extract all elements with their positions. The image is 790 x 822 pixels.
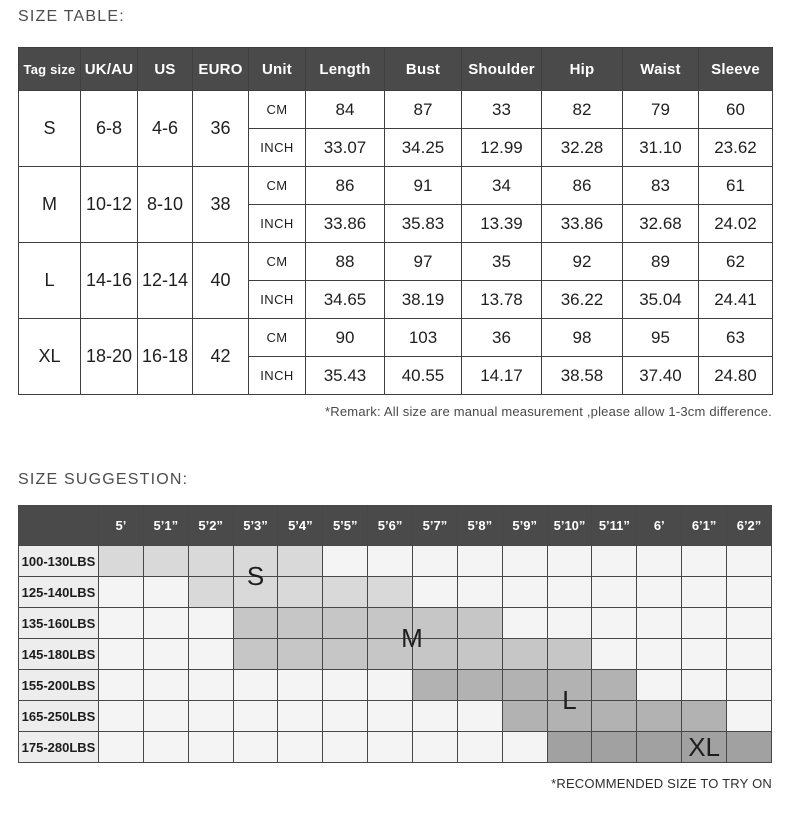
height-header-cell: 5’1” xyxy=(143,506,188,546)
suggestion-cell xyxy=(547,577,592,608)
suggestion-cell xyxy=(323,546,368,577)
suggestion-cell xyxy=(233,577,278,608)
suggestion-cell xyxy=(592,670,637,701)
weight-row-165-250lbs xyxy=(19,701,772,732)
weight-label-cell: 125-140LBS xyxy=(19,577,99,608)
suggestion-cell xyxy=(188,701,233,732)
measurement-cell: 34 xyxy=(462,167,542,205)
measurement-cell: 31.10 xyxy=(623,129,699,167)
suggestion-cell xyxy=(727,732,772,763)
zone-label-l: L xyxy=(562,685,577,715)
euro-cell-s: 36 xyxy=(193,91,249,167)
measurement-cell: 62 xyxy=(699,243,773,281)
suggestion-cell xyxy=(143,701,188,732)
size-table-header-unit: Unit xyxy=(249,48,306,91)
us-cell-xl: 16-18 xyxy=(138,319,193,395)
height-header-cell: 6’ xyxy=(637,506,682,546)
suggestion-cell xyxy=(682,546,727,577)
size-suggestion-head xyxy=(19,506,772,546)
suggestion-cell xyxy=(99,670,144,701)
weight-label-cell: 100-130LBS xyxy=(19,546,99,577)
measurement-cell: 60 xyxy=(699,91,773,129)
size-table-header-waist: Waist xyxy=(623,48,699,91)
suggestion-cell xyxy=(99,608,144,639)
measurement-cell: 91 xyxy=(385,167,462,205)
height-header-cell: 6’1” xyxy=(682,506,727,546)
suggestion-cell xyxy=(188,546,233,577)
suggestion-cell xyxy=(368,732,413,763)
measurement-cell: 34.25 xyxy=(385,129,462,167)
height-header-cell: 5’3” xyxy=(233,506,278,546)
measurement-cell: 84 xyxy=(306,91,385,129)
measurement-cell: 103 xyxy=(385,319,462,357)
suggestion-cell xyxy=(637,577,682,608)
suggestion-cell xyxy=(547,701,592,732)
suggestion-cell xyxy=(323,639,368,670)
remark-note: *Remark: All size are manual measurement ,please allow 1-3cm difference. xyxy=(325,404,772,419)
measurement-cell: 35.83 xyxy=(385,205,462,243)
suggestion-cell xyxy=(592,732,637,763)
tag-size-cell-m: M xyxy=(19,167,81,243)
suggestion-cell xyxy=(233,546,278,591)
suggestion-cell xyxy=(727,701,772,732)
height-header-cell: 5’10” xyxy=(547,506,592,546)
measurement-cell: 79 xyxy=(623,91,699,129)
corner-cell xyxy=(19,506,99,546)
suggestion-cell xyxy=(502,670,547,701)
zone-label-xl: XL xyxy=(688,732,720,762)
suggestion-cell xyxy=(413,701,458,732)
size-table-header-tag-size: Tag size xyxy=(19,48,81,91)
size-row-xl-cm xyxy=(19,319,773,357)
height-header-cell: 5’8” xyxy=(457,506,502,546)
weight-label-cell: 175-280LBS xyxy=(19,732,99,763)
measurement-cell: 35 xyxy=(462,243,542,281)
suggestion-cell xyxy=(637,608,682,639)
suggestion-cell xyxy=(143,577,188,608)
suggestion-cell xyxy=(413,577,458,608)
ukau-cell-l: 14-16 xyxy=(81,243,138,319)
suggestion-cell xyxy=(323,732,368,763)
tag-size-cell-s: S xyxy=(19,91,81,167)
suggestion-cell xyxy=(278,608,323,639)
suggestion-cell xyxy=(457,639,502,670)
size-table-title: SIZE TABLE: xyxy=(18,8,125,25)
measurement-cell: 61 xyxy=(699,167,773,205)
suggestion-cell xyxy=(457,577,502,608)
suggestion-cell xyxy=(457,701,502,732)
suggestion-cell xyxy=(502,732,547,763)
suggestion-cell xyxy=(592,639,637,670)
size-table-header-length: Length xyxy=(306,48,385,91)
size-table xyxy=(18,47,773,395)
suggestion-cell xyxy=(547,670,592,715)
measurement-cell: 36.22 xyxy=(542,281,623,319)
suggestion-cell xyxy=(278,577,323,608)
measurement-cell: 13.78 xyxy=(462,281,542,319)
suggestion-cell xyxy=(99,577,144,608)
suggestion-cell xyxy=(188,670,233,701)
height-header-cell: 6’2” xyxy=(727,506,772,546)
measurement-cell: 12.99 xyxy=(462,129,542,167)
suggestion-cell xyxy=(323,608,368,639)
unit-cell-inch: INCH xyxy=(249,357,306,395)
suggestion-cell xyxy=(368,670,413,701)
measurement-cell: 38.19 xyxy=(385,281,462,319)
weight-row-145-180lbs xyxy=(19,639,772,670)
size-table-header-bust: Bust xyxy=(385,48,462,91)
measurement-cell: 33.86 xyxy=(542,205,623,243)
suggestion-cell xyxy=(413,608,458,639)
suggestion-cell xyxy=(502,577,547,608)
suggestion-cell xyxy=(457,546,502,577)
measurement-cell: 82 xyxy=(542,91,623,129)
suggestion-cell xyxy=(682,732,727,763)
size-table-header-shoulder: Shoulder xyxy=(462,48,542,91)
measurement-cell: 32.28 xyxy=(542,129,623,167)
unit-cell-cm: CM xyxy=(249,91,306,129)
suggestion-cell xyxy=(727,670,772,701)
measurement-cell: 92 xyxy=(542,243,623,281)
suggestion-cell xyxy=(368,701,413,732)
suggestion-cell xyxy=(502,639,547,670)
suggestion-cell xyxy=(682,670,727,701)
size-row-l-cm xyxy=(19,243,773,281)
measurement-cell: 33.07 xyxy=(306,129,385,167)
measurement-cell: 86 xyxy=(306,167,385,205)
suggestion-cell xyxy=(413,546,458,577)
size-suggestion-body xyxy=(19,546,772,763)
suggestion-cell xyxy=(188,577,233,608)
suggestion-cell xyxy=(502,701,547,732)
measurement-cell: 32.68 xyxy=(623,205,699,243)
unit-cell-cm: CM xyxy=(249,167,306,205)
zone-label-s: S xyxy=(246,561,265,591)
suggestion-cell xyxy=(99,639,144,670)
suggestion-cell xyxy=(413,639,458,670)
unit-cell-inch: INCH xyxy=(249,205,306,243)
suggestion-cell xyxy=(233,701,278,732)
suggestion-cell xyxy=(592,701,637,732)
size-table-header-uk-au: UK/AU xyxy=(81,48,138,91)
ukau-cell-m: 10-12 xyxy=(81,167,138,243)
euro-cell-m: 38 xyxy=(193,167,249,243)
suggestion-cell xyxy=(99,701,144,732)
suggestion-cell xyxy=(457,732,502,763)
height-header-cell: 5’6” xyxy=(368,506,413,546)
height-header-cell: 5’5” xyxy=(323,506,368,546)
zone-label-m: M xyxy=(401,623,423,653)
weight-label-cell: 145-180LBS xyxy=(19,639,99,670)
suggestion-cell xyxy=(592,577,637,608)
ukau-cell-s: 6-8 xyxy=(81,91,138,167)
weight-label-cell: 155-200LBS xyxy=(19,670,99,701)
height-header-cell: 5’11” xyxy=(592,506,637,546)
ukau-cell-xl: 18-20 xyxy=(81,319,138,395)
suggestion-cell xyxy=(682,608,727,639)
height-header-cell: 5’ xyxy=(99,506,144,546)
us-cell-s: 4-6 xyxy=(138,91,193,167)
measurement-cell: 24.80 xyxy=(699,357,773,395)
suggestion-cell xyxy=(413,732,458,763)
unit-cell-cm: CM xyxy=(249,319,306,357)
suggestion-cell xyxy=(99,732,144,763)
suggestion-cell xyxy=(637,639,682,670)
weight-label-cell: 135-160LBS xyxy=(19,608,99,639)
suggestion-cell xyxy=(143,546,188,577)
unit-cell-cm: CM xyxy=(249,243,306,281)
size-row-s-cm xyxy=(19,91,773,129)
measurement-cell: 40.55 xyxy=(385,357,462,395)
suggestion-cell xyxy=(368,608,423,653)
weight-row-135-160lbs xyxy=(19,608,772,639)
weight-row-125-140lbs xyxy=(19,577,772,608)
suggestion-cell xyxy=(278,546,323,577)
measurement-cell: 33 xyxy=(462,91,542,129)
measurement-cell: 24.41 xyxy=(699,281,773,319)
size-table-header-euro: EURO xyxy=(193,48,249,91)
suggestion-cell xyxy=(502,608,547,639)
suggestion-cell xyxy=(727,577,772,608)
measurement-cell: 86 xyxy=(542,167,623,205)
suggestion-cell xyxy=(188,639,233,670)
suggestion-cell xyxy=(592,608,637,639)
unit-cell-inch: INCH xyxy=(249,129,306,167)
suggestion-cell xyxy=(637,670,682,701)
suggestion-cell xyxy=(323,701,368,732)
suggestion-cell xyxy=(592,546,637,577)
measurement-cell: 87 xyxy=(385,91,462,129)
measurement-cell: 98 xyxy=(542,319,623,357)
suggestion-cell xyxy=(323,577,368,608)
unit-cell-inch: INCH xyxy=(249,281,306,319)
suggestion-cell xyxy=(547,639,592,670)
suggestion-cell xyxy=(457,608,502,639)
measurement-cell: 35.04 xyxy=(623,281,699,319)
suggestion-cell xyxy=(233,639,278,670)
suggestion-cell xyxy=(188,608,233,639)
size-table-header-us: US xyxy=(138,48,193,91)
height-header-cell: 5’7” xyxy=(413,506,458,546)
suggestion-cell xyxy=(457,670,502,701)
euro-cell-l: 40 xyxy=(193,243,249,319)
measurement-cell: 89 xyxy=(623,243,699,281)
height-header-cell: 5’4” xyxy=(278,506,323,546)
suggestion-cell xyxy=(637,732,682,763)
size-table-header-sleeve: Sleeve xyxy=(699,48,773,91)
us-cell-l: 12-14 xyxy=(138,243,193,319)
size-table-header-row xyxy=(19,48,773,91)
suggestion-cell xyxy=(143,732,188,763)
suggestion-cell xyxy=(233,608,278,639)
suggestion-cell xyxy=(637,701,682,732)
suggestion-cell xyxy=(682,639,727,670)
height-header-cell: 5’9” xyxy=(502,506,547,546)
suggestion-cell xyxy=(502,546,547,577)
size-table-head xyxy=(19,48,773,91)
suggestion-cell xyxy=(188,732,233,763)
measurement-cell: 35.43 xyxy=(306,357,385,395)
measurement-cell: 95 xyxy=(623,319,699,357)
suggestion-cell xyxy=(368,577,413,608)
weight-row-155-200lbs xyxy=(19,670,772,701)
suggestion-cell xyxy=(278,670,323,701)
suggestion-cell xyxy=(727,639,772,670)
suggestion-cell xyxy=(368,639,413,670)
suggestion-cell xyxy=(413,670,458,701)
recommended-size-note: *RECOMMENDED SIZE TO TRY ON xyxy=(551,776,772,791)
measurement-cell: 83 xyxy=(623,167,699,205)
suggestion-cell xyxy=(143,639,188,670)
measurement-cell: 13.39 xyxy=(462,205,542,243)
suggestion-cell xyxy=(278,701,323,732)
size-suggestion-title: SIZE SUGGESTION: xyxy=(18,471,189,488)
measurement-cell: 34.65 xyxy=(306,281,385,319)
us-cell-m: 8-10 xyxy=(138,167,193,243)
weight-row-100-130lbs xyxy=(19,546,772,577)
size-suggestion-table xyxy=(18,505,772,763)
size-suggestion-header-row xyxy=(19,506,772,546)
suggestion-cell xyxy=(682,701,727,732)
suggestion-cell xyxy=(143,670,188,701)
weight-row-175-280lbs xyxy=(19,732,772,763)
height-header-cell: 5’2” xyxy=(188,506,233,546)
size-table-header-hip: Hip xyxy=(542,48,623,91)
measurement-cell: 14.17 xyxy=(462,357,542,395)
measurement-cell: 36 xyxy=(462,319,542,357)
measurement-cell: 24.02 xyxy=(699,205,773,243)
suggestion-cell xyxy=(547,608,592,639)
measurement-cell: 88 xyxy=(306,243,385,281)
suggestion-cell xyxy=(323,670,368,701)
weight-label-cell: 165-250LBS xyxy=(19,701,99,732)
suggestion-cell xyxy=(233,670,278,701)
measurement-cell: 90 xyxy=(306,319,385,357)
suggestion-cell xyxy=(233,732,278,763)
tag-size-cell-l: L xyxy=(19,243,81,319)
tag-size-cell-xl: XL xyxy=(19,319,81,395)
measurement-cell: 63 xyxy=(699,319,773,357)
suggestion-cell xyxy=(99,546,144,577)
measurement-cell: 38.58 xyxy=(542,357,623,395)
size-row-m-cm xyxy=(19,167,773,205)
suggestion-cell xyxy=(143,608,188,639)
measurement-cell: 23.62 xyxy=(699,129,773,167)
measurement-cell: 37.40 xyxy=(623,357,699,395)
euro-cell-xl: 42 xyxy=(193,319,249,395)
measurement-cell: 33.86 xyxy=(306,205,385,243)
suggestion-cell xyxy=(682,577,727,608)
suggestion-cell xyxy=(727,608,772,639)
suggestion-cell xyxy=(368,546,413,577)
suggestion-cell xyxy=(727,546,772,577)
suggestion-cell xyxy=(547,732,592,763)
suggestion-cell xyxy=(637,546,682,577)
suggestion-cell xyxy=(278,732,323,763)
suggestion-cell xyxy=(547,546,592,577)
size-table-body xyxy=(19,91,773,395)
suggestion-cell xyxy=(278,639,323,670)
measurement-cell: 97 xyxy=(385,243,462,281)
